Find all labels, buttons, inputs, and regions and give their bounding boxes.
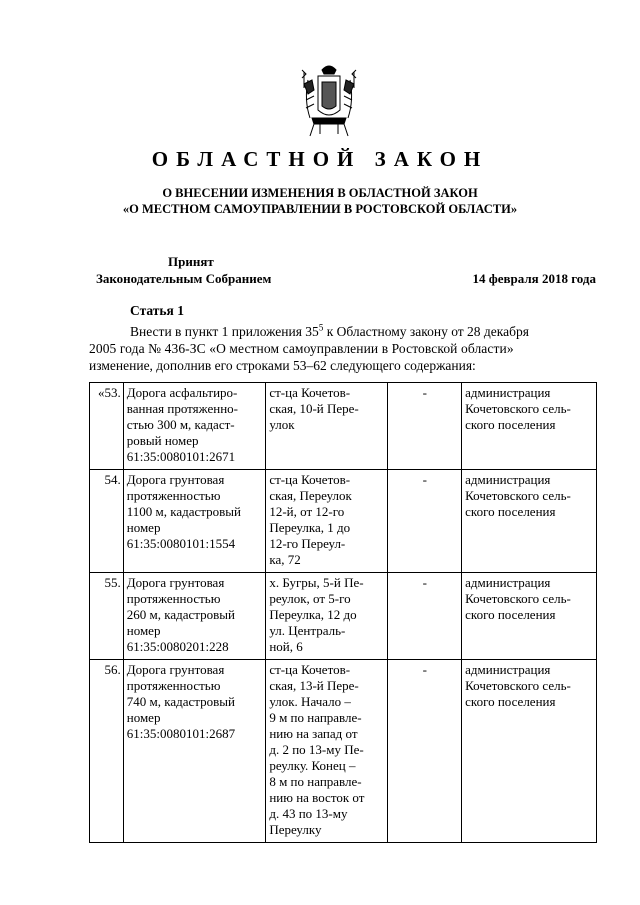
- intro-line-1: Внести в пункт 1 приложения $35^5$ к Областному закону от 28 декабря: [130, 322, 529, 339]
- dash-cell: -: [388, 573, 462, 660]
- intro-line-2: 2005 года № 436-ЗС «О местном самоуправлении в Ростовской области»: [89, 341, 514, 356]
- road-location-cell-line: д. 43 по 13-му: [269, 806, 348, 821]
- road-name-cell-line: 260 м, кадастровый: [126, 607, 235, 622]
- roads-table: [89, 382, 597, 843]
- road-name-cell-line: стью 300 м, кадаст-: [126, 417, 235, 432]
- administration-cell: [462, 573, 597, 660]
- accepted-label: Принят: [168, 254, 214, 269]
- road-location-cell-line: д. 2 по 13-му Пе-: [269, 742, 364, 757]
- road-name-cell-line: ванная протяженно-: [126, 401, 238, 416]
- road-location-cell-line: х. Бугры, 5-й Пе-: [269, 575, 364, 590]
- road-location-cell-line: ская, 10-й Пере-: [269, 401, 359, 416]
- road-location-cell: [266, 470, 388, 573]
- road-name-cell-line: протяженностью: [126, 488, 221, 503]
- road-location-cell-line: ка, 72: [269, 552, 301, 567]
- administration-cell-line: ского поселения: [465, 417, 556, 432]
- road-name-cell-line: Дорога грунтовая: [126, 662, 225, 677]
- road-location-cell-line: ной, 6: [269, 639, 303, 654]
- road-location-cell: [266, 573, 388, 660]
- acceptance-block: [96, 253, 596, 287]
- road-name-cell: [123, 573, 266, 660]
- administration-cell-line: администрация: [465, 472, 551, 487]
- administration-cell-line: Кочетовского сель-: [465, 488, 571, 503]
- administration-cell-line: администрация: [465, 575, 551, 590]
- road-location-cell-line: реулок, от 5-го: [269, 591, 351, 606]
- administration-cell-line: администрация: [465, 662, 551, 677]
- road-location-cell-line: ская, Переулок: [269, 488, 352, 503]
- road-location-cell-line: ст-ца Кочетов-: [269, 662, 351, 677]
- road-location-cell-line: Переулку: [269, 822, 322, 837]
- road-name-cell-line: 61:35:0080101:2671: [126, 449, 236, 464]
- dash-cell: -: [388, 383, 462, 470]
- row-number: 55.: [90, 573, 124, 660]
- road-name-cell-line: Дорога грунтовая: [126, 472, 225, 487]
- road-location-cell-line: ст-ца Кочетов-: [269, 472, 351, 487]
- road-name-cell: [123, 660, 266, 843]
- road-location-cell-line: ская, 13-й Пере-: [269, 678, 359, 693]
- road-name-cell-line: протяженностью: [126, 591, 221, 606]
- road-location-cell-line: 12-й, от 12-го: [269, 504, 345, 519]
- road-location-cell-line: улок. Начало –: [269, 694, 351, 709]
- administration-cell-line: администрация: [465, 385, 551, 400]
- table-row: [90, 470, 597, 573]
- road-name-cell-line: Дорога грунтовая: [126, 575, 225, 590]
- road-location-cell-line: Переулка, 1 до: [269, 520, 351, 535]
- road-name-cell-line: Дорога асфальтиро-: [126, 385, 238, 400]
- road-name-cell-line: протяженностью: [126, 678, 221, 693]
- road-name-cell-line: 61:35:0080101:1554: [126, 536, 236, 551]
- row-number: 54.: [90, 470, 124, 573]
- table-row: [90, 573, 597, 660]
- road-location-cell-line: ст-ца Кочетов-: [269, 385, 351, 400]
- row-number: «53.: [90, 383, 124, 470]
- road-location-cell-line: 8 м по направле-: [269, 774, 362, 789]
- table-row: [90, 383, 597, 470]
- subtitle-line-2: «О МЕСТНОМ САМОУПРАВЛЕНИИ В РОСТОВСКОЙ ОБЛАСТИ»: [122, 202, 518, 216]
- document-title: ОБЛАСТНОЙ ЗАКОН: [151, 147, 489, 171]
- coat-of-arms-emblem: [300, 60, 358, 138]
- road-location-cell: [266, 383, 388, 470]
- table-row: [90, 660, 597, 843]
- road-name-cell-line: номер: [126, 710, 161, 725]
- road-location-cell-line: 9 м по направле-: [269, 710, 362, 725]
- administration-cell-line: ского поселения: [465, 694, 556, 709]
- road-name-cell: [123, 383, 266, 470]
- road-name-cell-line: ровый номер: [126, 433, 199, 448]
- road-location-cell-line: улок: [269, 417, 295, 432]
- administration-cell-line: Кочетовского сель-: [465, 591, 571, 606]
- road-name-cell-line: 61:35:0080101:2687: [126, 726, 236, 741]
- road-location-cell-line: нию на восток от: [269, 790, 365, 805]
- document-subtitle: [0, 185, 640, 217]
- administration-cell: [462, 660, 597, 843]
- subtitle-line-1: О ВНЕСЕНИИ ИЗМЕНЕНИЯ В ОБЛАСТНОЙ ЗАКОН: [162, 186, 478, 200]
- administration-cell: [462, 470, 597, 573]
- dash-cell: -: [388, 470, 462, 573]
- intro-line-3: изменение, дополнив его строками 53–62 следующего содержания:: [89, 358, 476, 373]
- row-number: 56.: [90, 660, 124, 843]
- road-name-cell-line: 61:35:0080201:228: [126, 639, 229, 654]
- road-name-cell-line: номер: [126, 520, 161, 535]
- article-heading: Статья 1: [130, 303, 184, 318]
- administration-cell-line: ского поселения: [465, 607, 556, 622]
- administration-cell: [462, 383, 597, 470]
- road-location-cell-line: 12-го Переул-: [269, 536, 346, 551]
- administration-cell-line: ского поселения: [465, 504, 556, 519]
- road-name-cell: [123, 470, 266, 573]
- road-name-cell-line: 740 м, кадастровый: [126, 694, 235, 709]
- administration-cell-line: Кочетовского сель-: [465, 678, 571, 693]
- road-location-cell-line: нию на запад от: [269, 726, 358, 741]
- dash-cell: -: [388, 660, 462, 843]
- road-name-cell-line: 1100 м, кадастровый: [126, 504, 241, 519]
- accepted-date: 14 февраля 2018 года: [472, 271, 596, 286]
- road-location-cell: [266, 660, 388, 843]
- road-location-cell-line: Переулка, 12 до: [269, 607, 357, 622]
- accepted-by: Законодательным Собранием: [96, 271, 272, 286]
- administration-cell-line: Кочетовского сель-: [465, 401, 571, 416]
- road-location-cell-line: ул. Централь-: [269, 623, 346, 638]
- intro-paragraph: [89, 323, 595, 374]
- road-location-cell-line: реулку. Конец –: [269, 758, 356, 773]
- road-name-cell-line: номер: [126, 623, 161, 638]
